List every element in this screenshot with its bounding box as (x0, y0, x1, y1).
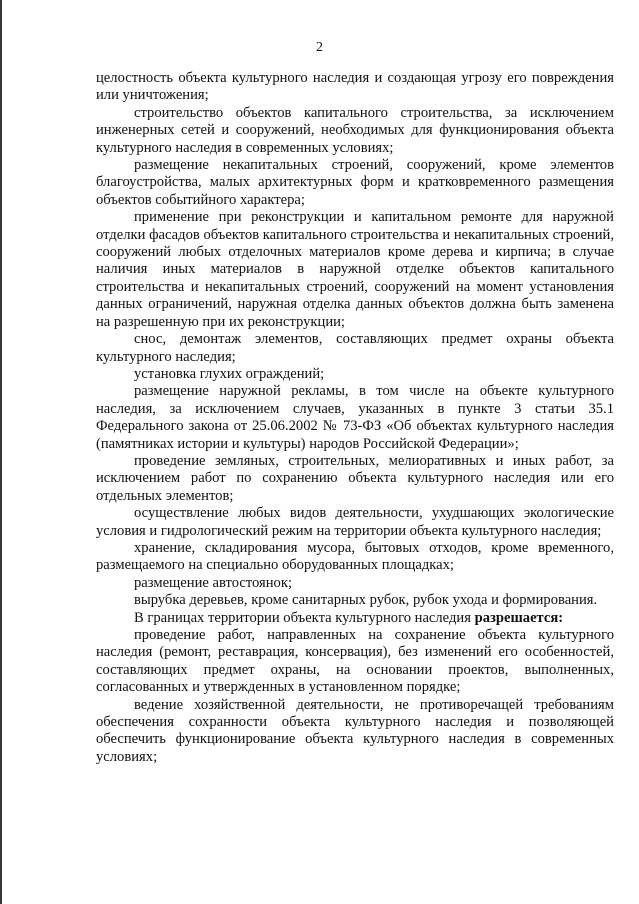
paragraph-11: размещение автостоянок; (134, 574, 293, 591)
document-body (96, 70, 614, 766)
permitted-heading-lead: В границах территории объекта культурного наследия (134, 609, 475, 626)
paragraph-1: целостность объекта культурного наследия и создающая угрозу его повреждения или уничтожения; (96, 70, 614, 104)
paragraph-8: проведение земляных, строительных, мелиоративных и иных работ, за исключением работ по сохранению объекта культурного наследия или его отдельных элементов; (96, 452, 614, 504)
paragraph-13: проведение работ, направленных на сохранение объекта культурного наследия (ремонт, реставрация, консервация), без изменений его особенностей, составляющих предмет охраны, на основании проектов, выполненных, согласованных и утвержденных в установленном порядке; (96, 627, 614, 696)
paragraph-4: применение при реконструкции и капитальном ремонте для наружной отделки фасадов объектов капитального строительства и некапитальных строений, сооружений любых отделочных материалов кроме дерева и кирпича; в случае наличия иных материалов в наружной отделке объектов капитального строительства и некапитальных строений, сооружений на момент установления данных ограничений, наружная отделка данных объектов должна быть заменена на разрешенную при их реконструкции; (96, 209, 614, 330)
paragraph-10: хранение, складирования мусора, бытовых отходов, кроме временного, размещаемого на специально оборудованных площадках; (96, 539, 614, 574)
paragraph-14: ведение хозяйственной деятельности, не противоречащей требованиям обеспечения сохранности объекта культурного наследия и позволяющей обеспечить функционирование объекта культурного наследия в современных условиях; (96, 696, 614, 765)
page-number: 2 (316, 40, 323, 55)
paragraph-12: вырубка деревьев, кроме санитарных рубок, рубок ухода и формирования. (134, 592, 598, 609)
paragraph-9: осуществление любых видов деятельности, ухудшающих экологические условия и гидрологический режим на территории объекта культурного наследия; (96, 505, 614, 539)
permitted-heading-bold: разрешается: (474, 609, 564, 626)
paragraph-7: размещение наружной рекламы, в том числе на объекте культурного наследия, за исключением случаев, указанных в пункте 3 статьи 35.1 Федерального закона от 25.06.2002 № 73-ФЗ «Об объектах культурного наследия (памятниках истории и культуры) народов Российской Федерации»; (96, 383, 614, 452)
paragraph-3: размещение некапитальных строений, сооружений, кроме элементов благоустройства, малых архитектурных форм и кратковременного размещения объектов событийного характера; (96, 157, 614, 208)
page-edge-line (0, 0, 2, 904)
paragraph-6: установка глухих ограждений; (134, 365, 325, 382)
paragraph-5: снос, демонтаж элементов, составляющих предмет охраны объекта культурного наследия; (96, 331, 614, 365)
paragraph-2: строительство объектов капитального строительства, за исключением инженерных сетей и сооружений, необходимых для функционирования объекта культурного наследия в современных условиях; (96, 104, 614, 156)
permitted-heading (96, 610, 614, 627)
